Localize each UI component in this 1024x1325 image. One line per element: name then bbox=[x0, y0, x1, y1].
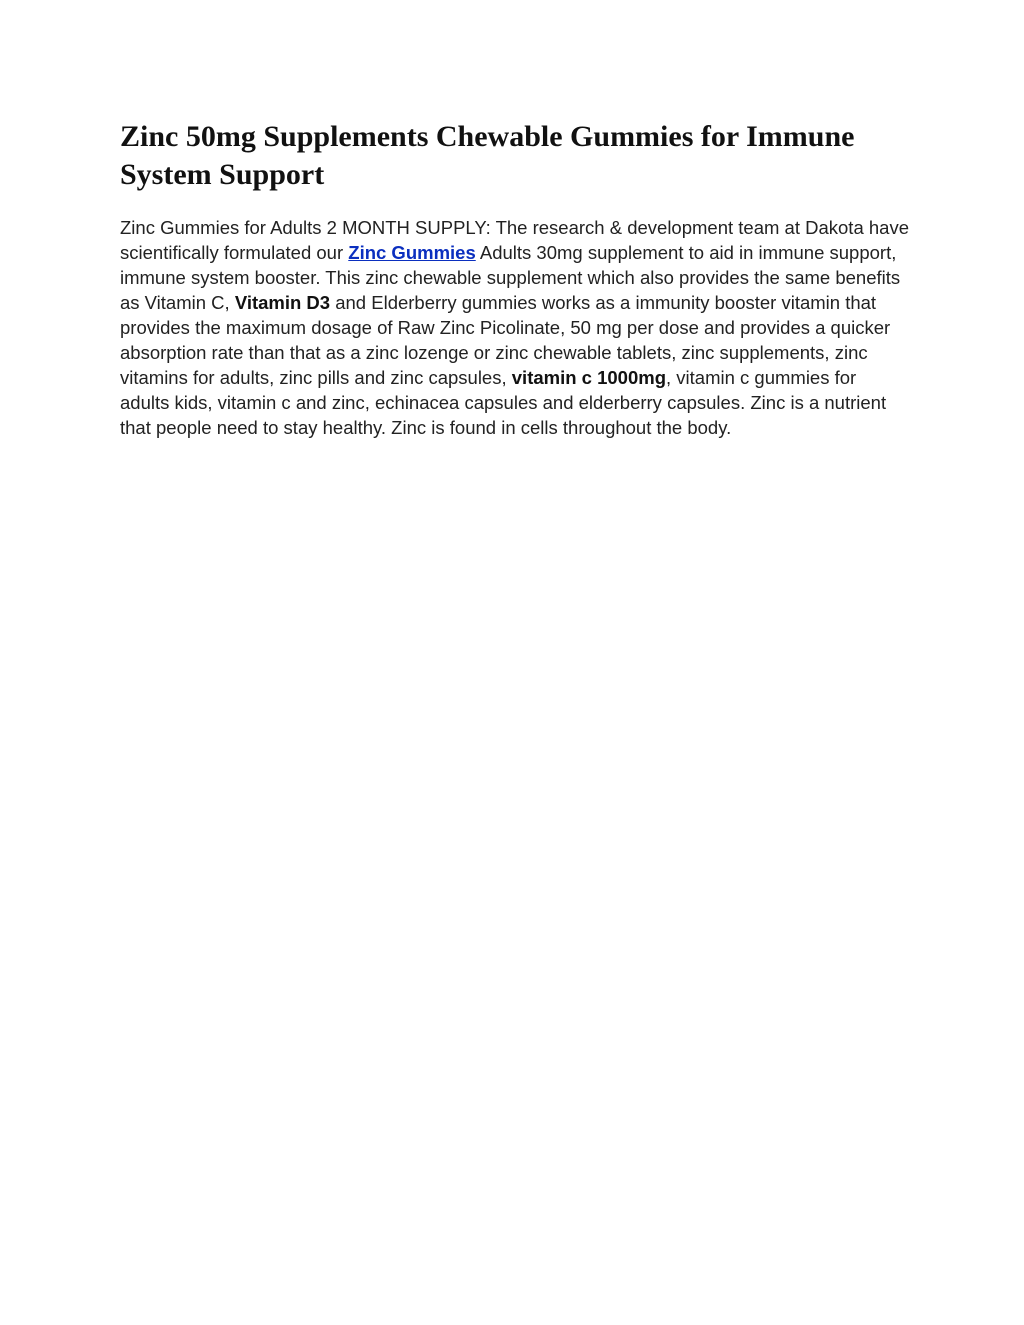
paragraph-text-2: Adults 30mg supplement to aid in immune support, immune system booster. This zinc chewable supplement which also provides the same benefits as Vitamin C, bbox=[120, 242, 901, 313]
document-title: Zinc 50mg Supplements Chewable Gummies for Immune System Support bbox=[120, 120, 855, 191]
vitamin-d3-bold-text: Vitamin D3 bbox=[234, 292, 331, 313]
paragraph-text-4: , vitamin c gummies for adults kids, vitamin c and zinc, echinacea capsules and elderberry capsules. Zinc is a nutrient that people need to stay healthy. Zinc is found in cells throughout the body. bbox=[120, 367, 887, 438]
paragraph-text-3: and Elderberry gummies works as a immunity booster vitamin that provides the maximum dosage of Raw Zinc Picolinate, 50 mg per dose and provides a quicker absorption rate than that as a zinc lozenge or zinc chewable tablets, zinc supplements, zinc vitamins for adults, zinc pills and zinc capsules, bbox=[120, 292, 891, 388]
vitamin-c-bold-text: vitamin c 1000mg bbox=[511, 367, 667, 388]
body-paragraph bbox=[120, 215, 910, 440]
zinc-gummies-link[interactable]: Zinc Gummies bbox=[348, 242, 476, 263]
paragraph-text-1: Zinc Gummies for Adults 2 MONTH SUPPLY: The research & development team at Dakota have scientifically formulated our bbox=[120, 217, 909, 263]
